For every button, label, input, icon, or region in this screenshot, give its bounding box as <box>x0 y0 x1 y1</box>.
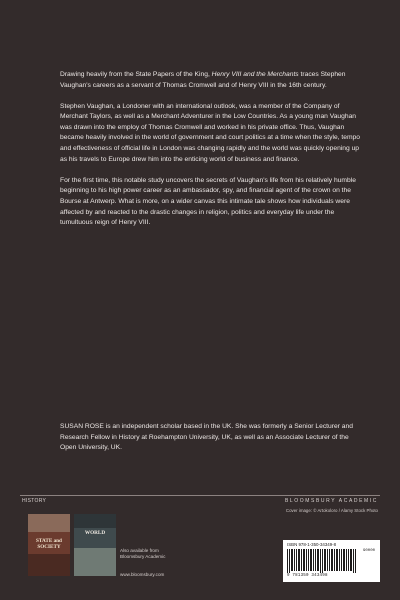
book1-title: STATE and SOCIETY <box>36 538 62 550</box>
book-title-italic: Henry VIII and the Merchants <box>211 71 299 78</box>
related-book-cover-1 <box>28 514 70 576</box>
also-available-line-2: Bloomsbury Academic <box>120 554 166 560</box>
related-book-cover-2 <box>74 514 116 576</box>
book2-image-strip <box>74 514 116 528</box>
author-bio-text: is an independent scholar based in the UK. She was formerly a Senior Lecturer and Research Fellow in History at Roehampton University, UK, as well as an Associate Lecturer of the Open University, UK. <box>60 423 353 452</box>
book2-title: WORLD <box>84 530 106 536</box>
price-code: 90000 <box>363 549 376 553</box>
subject-category: HISTORY <box>22 498 47 504</box>
author-name: SUSAN ROSE <box>60 423 104 430</box>
publisher-imprint: BLOOMSBURY ACADEMIC <box>284 498 378 504</box>
barcode-digits: 9 781350 343498 <box>287 574 328 578</box>
isbn-barcode-block <box>283 540 380 582</box>
footer-divider <box>20 495 380 496</box>
blurb <box>60 70 360 239</box>
barcode-bars <box>287 549 359 573</box>
also-available-line-1: Also available from <box>120 548 159 553</box>
blurb-paragraph-1 <box>60 70 360 91</box>
blurb-p1-before: Drawing heavily from the State Papers of the King, <box>60 71 212 78</box>
blurb-paragraph-2: Stephen Vaughan, a Londoner with an international outlook, was a member of the Company of Merchant Taylors, as well as a Merchant Adventurer in the Low Countries. As a young man Vaughan was drawn into the employ of Thomas Cromwell and worked in his private office. Thus, Vaughan became heavily involved in the world of government and court politics at a time when the style, tempo and effectiveness of official life in London was changing rapidly and the world was quickly opening up as his travels to Europe drew him into the enticing world of business and finance. <box>60 102 360 163</box>
blurb-paragraph-3: For the first time, this notable study uncovers the secrets of Vaughan's life from his relatively humble beginning to his high power career as an ambassador, spy, and financial agent of the crown on the Bourse at Antwerp. What is more, on a wider canvas this intimate tale shows how individuals were affected by and reacted to the drastic changes in religion, politics and everyday life under the tumultuous reign of Henry VIII. <box>60 176 356 227</box>
book1-image-strip <box>28 514 70 532</box>
book2-image-band <box>74 548 116 576</box>
publisher-website: www.bloomsbury.com <box>120 572 165 577</box>
blurb-p1-after: traces Stephen Vaughan's careers as a servant of Thomas Cromwell and of Henry VIII in the 16th century. <box>60 71 346 89</box>
author-bio <box>60 422 360 454</box>
related-books <box>28 514 116 576</box>
also-available <box>120 548 165 561</box>
book1-image-band <box>28 554 70 576</box>
barcode-image <box>287 549 359 573</box>
isbn-number: ISBN 978-1-350-34349-8 <box>287 542 337 547</box>
cover-image-credit: Cover image: © Artokoloro / Alamy Stock Photo <box>285 508 378 513</box>
